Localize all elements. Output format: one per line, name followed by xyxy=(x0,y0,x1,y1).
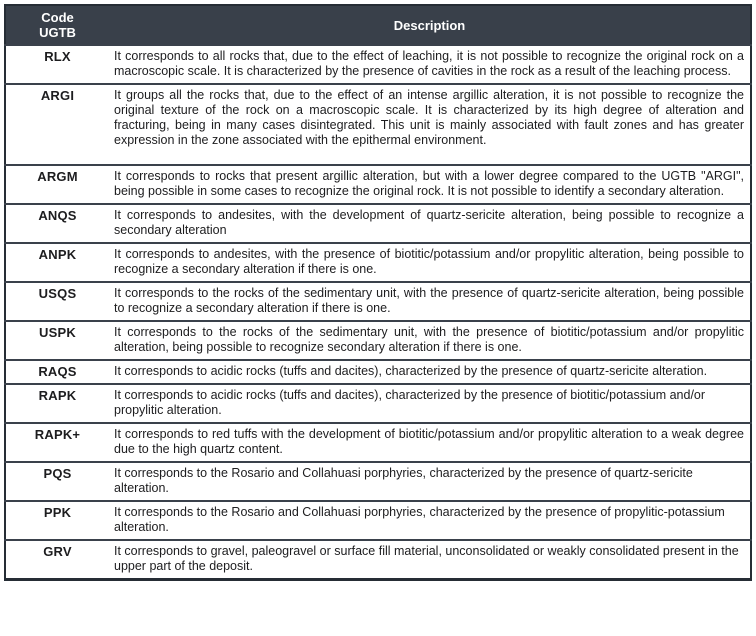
code-cell: RAQS xyxy=(5,360,109,384)
description-cell: It corresponds to the rocks of the sedimentary unit, with the presence of biotitic/potassium and/or propylitic alteration, being possible to recognize secondary alteration if there is one. xyxy=(109,321,751,360)
table-header-row xyxy=(5,5,751,45)
table-row xyxy=(5,282,751,321)
table-row xyxy=(5,45,751,84)
ugtb-code-table xyxy=(4,4,752,581)
code-header-line1: Code xyxy=(41,10,74,25)
description-cell: It corresponds to all rocks that, due to the effect of leaching, it is not possible to recognize the original rock on a macroscopic scale. It is characterized by the presence of cavities in the rock as a result of the leaching process. xyxy=(109,45,751,84)
code-cell: ARGI xyxy=(5,84,109,165)
description-cell: It corresponds to the Rosario and Collahuasi porphyries, characterized by the presence of quartz-sericite alteration. xyxy=(109,462,751,501)
table-row xyxy=(5,384,751,423)
description-cell: It corresponds to the Rosario and Collahuasi porphyries, characterized by the presence of propylitic-potassium alteration. xyxy=(109,501,751,540)
code-cell: RLX xyxy=(5,45,109,84)
table-header xyxy=(5,5,751,45)
table-row xyxy=(5,540,751,580)
description-cell: It corresponds to red tuffs with the development of biotitic/potassium and/or propylitic alteration to a weak degree due to the high quartz content. xyxy=(109,423,751,462)
description-cell: It corresponds to the rocks of the sedimentary unit, with the presence of quartz-sericite alteration, being possible to recognize a secondary alteration if there is one. xyxy=(109,282,751,321)
table-row xyxy=(5,165,751,204)
description-cell: It corresponds to acidic rocks (tuffs and dacites), characterized by the presence of biotitic/potassium and/or propylitic alteration. xyxy=(109,384,751,423)
table-row xyxy=(5,84,751,165)
description-cell: It corresponds to rocks that present argillic alteration, but with a lower degree compared to the UGTB "ARGI", being possible in some cases to recognize the original rock. It is not possible to identify a secondary alteration. xyxy=(109,165,751,204)
code-header-line2: UGTB xyxy=(39,25,76,40)
table-row xyxy=(5,204,751,243)
table-row xyxy=(5,360,751,384)
code-header-cell xyxy=(5,5,109,45)
table-row xyxy=(5,423,751,462)
code-cell: ARGM xyxy=(5,165,109,204)
table-row xyxy=(5,243,751,282)
table-row xyxy=(5,501,751,540)
code-cell: ANQS xyxy=(5,204,109,243)
code-cell: PQS xyxy=(5,462,109,501)
code-cell: RAPK xyxy=(5,384,109,423)
code-cell: USPK xyxy=(5,321,109,360)
code-cell: USQS xyxy=(5,282,109,321)
code-cell: ANPK xyxy=(5,243,109,282)
description-cell: It corresponds to andesites, with the presence of biotitic/potassium and/or propylitic alteration, being possible to recognize a secondary alteration if there is one. xyxy=(109,243,751,282)
description-cell: It corresponds to gravel, paleogravel or surface fill material, unconsolidated or weakly consolidated present in the upper part of the deposit. xyxy=(109,540,751,580)
table-body xyxy=(5,45,751,580)
table-row xyxy=(5,321,751,360)
code-cell: PPK xyxy=(5,501,109,540)
description-header-cell: Description xyxy=(109,5,751,45)
description-cell: It corresponds to acidic rocks (tuffs and dacites), characterized by the presence of quartz-sericite alteration. xyxy=(109,360,751,384)
table-row xyxy=(5,462,751,501)
description-cell: It groups all the rocks that, due to the effect of an intense argillic alteration, it is not possible to recognize the original texture of the rock on a macroscopic scale. It is characterized by its high degree of alteration and fracturing, being in many cases disintegrated. This unit is mainly associated with fault zones and has greater expression in the zone associated with the epithermal environment. xyxy=(109,84,751,165)
description-cell: It corresponds to andesites, with the development of quartz-sericite alteration, being possible to recognize a secondary alteration xyxy=(109,204,751,243)
code-cell: RAPK+ xyxy=(5,423,109,462)
code-cell: GRV xyxy=(5,540,109,580)
